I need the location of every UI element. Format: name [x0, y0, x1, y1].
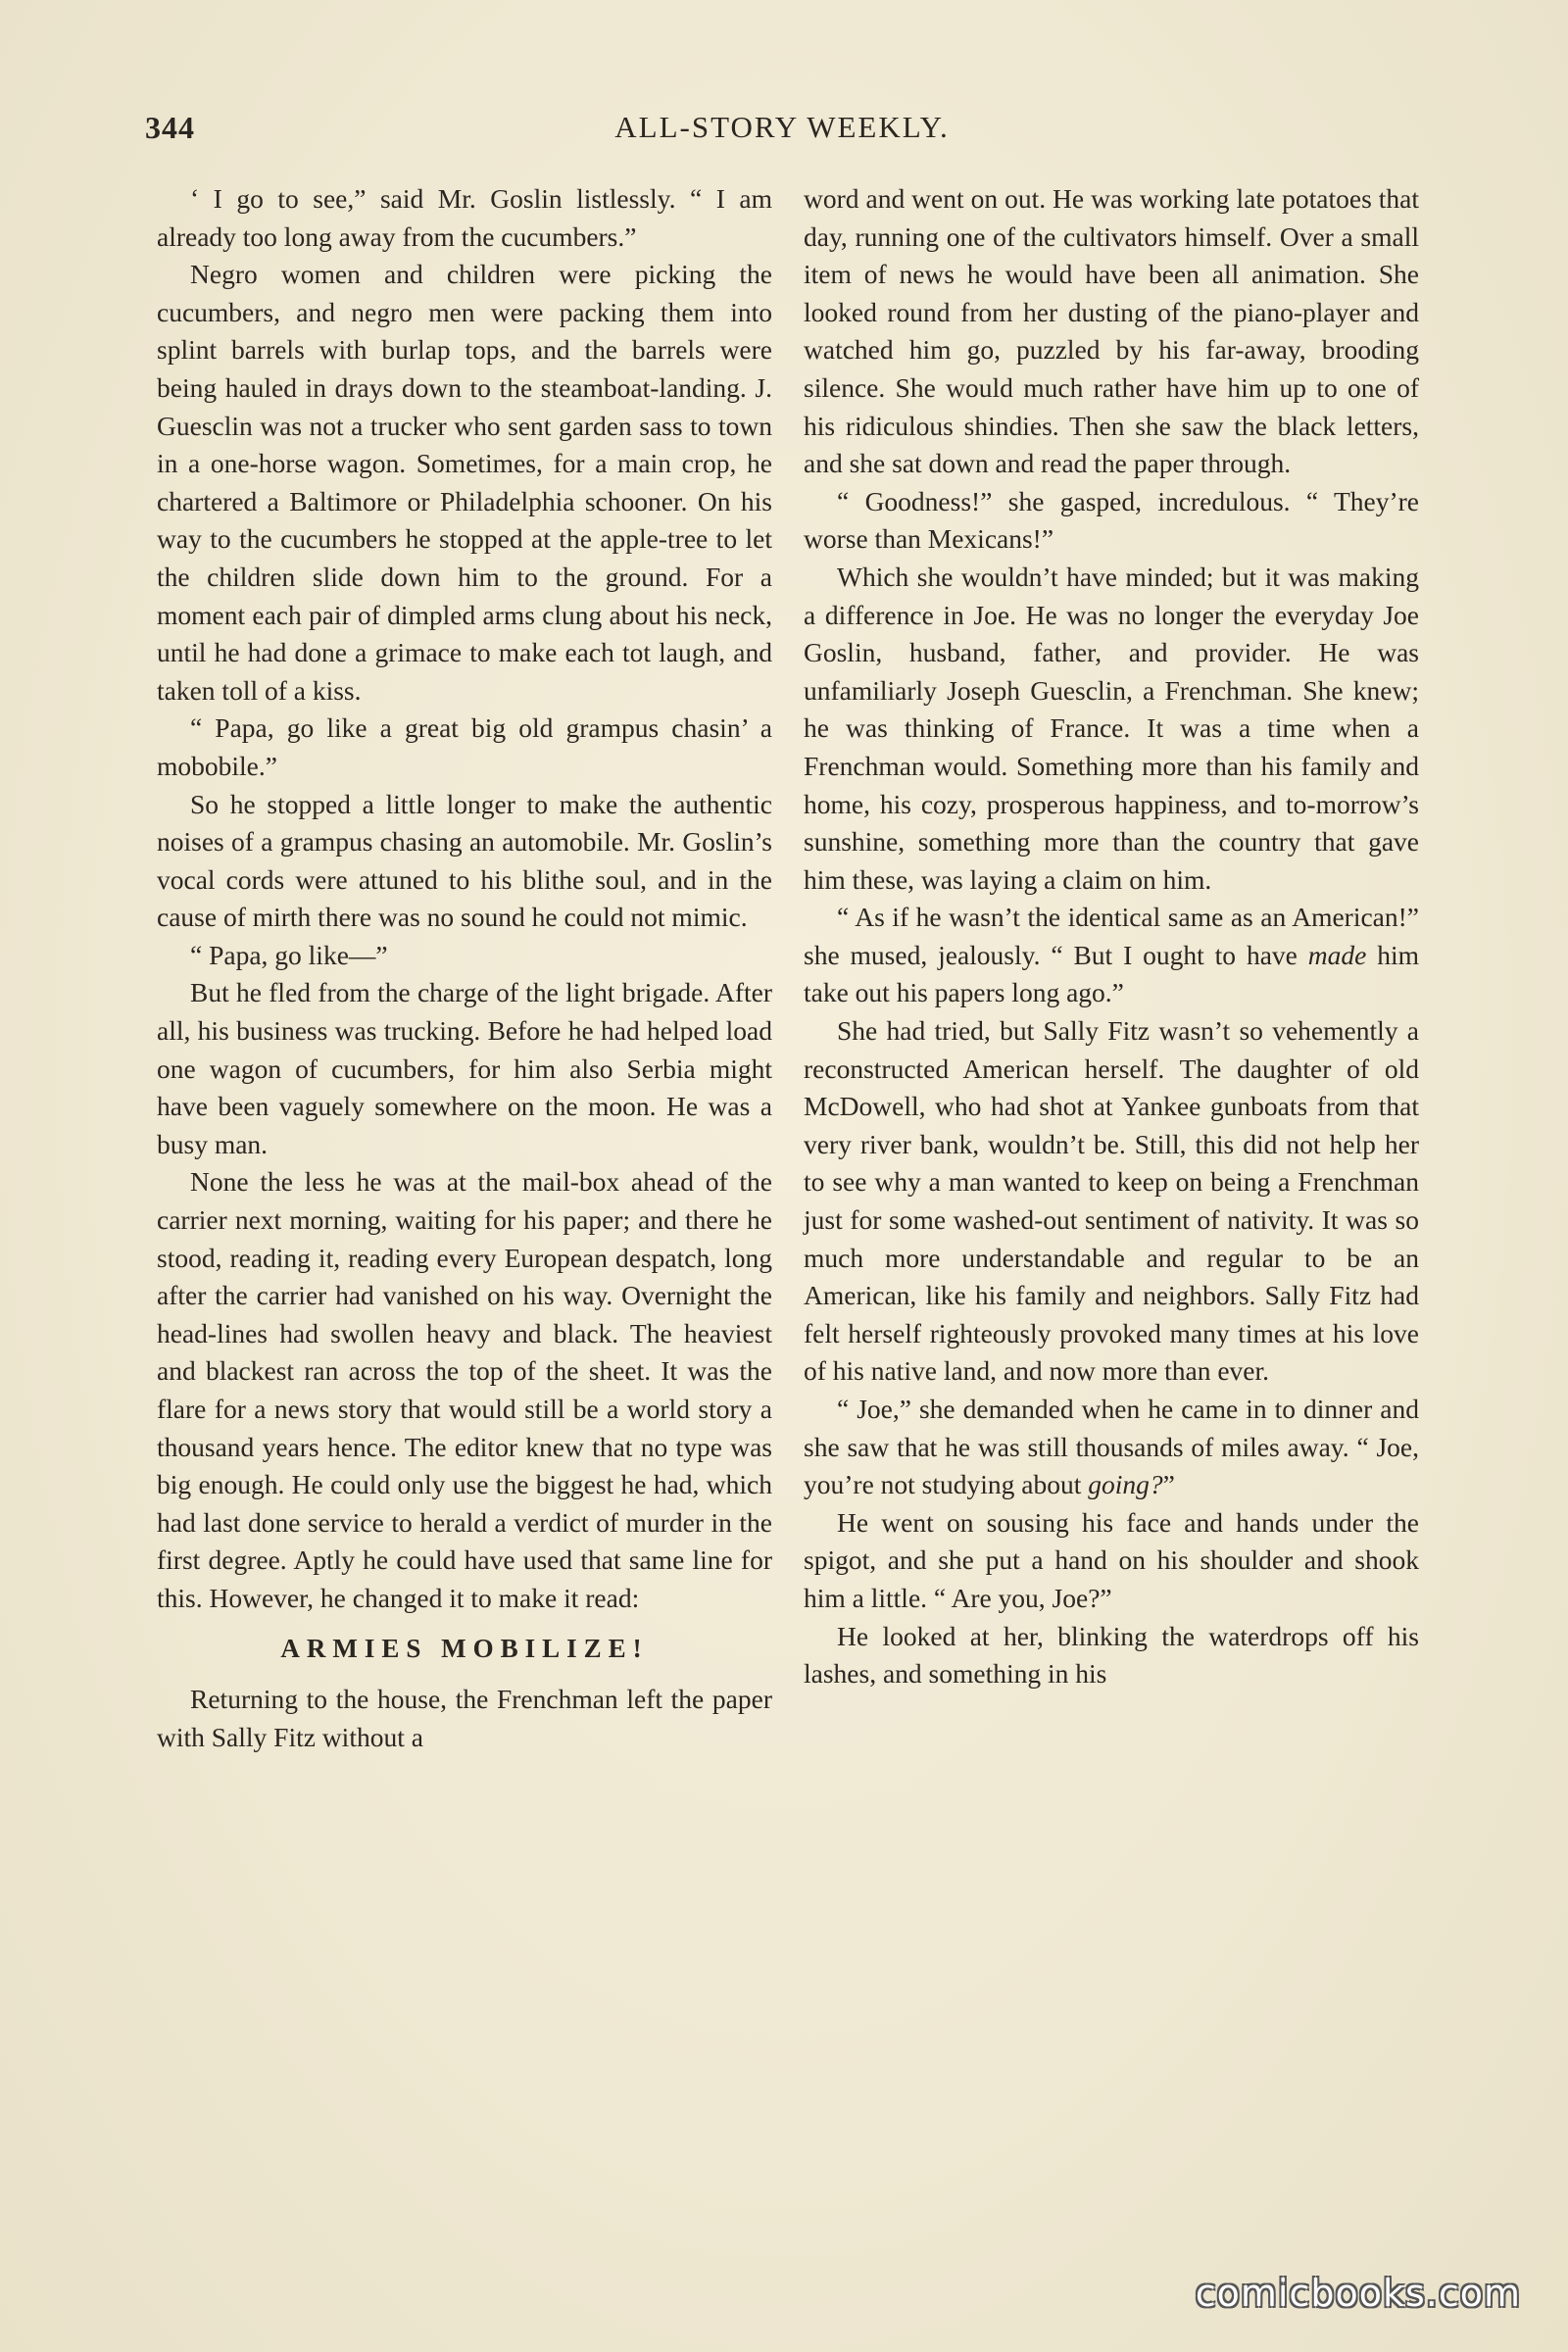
italic-word: made [1307, 939, 1367, 970]
paragraph: He went on sousing his face and hands under the spigot, and she put a hand on his shoulder and shook him a little. “ Are you, Joe?” [804, 1506, 1419, 1613]
running-title: ALL-STORY WEEKLY. [614, 110, 950, 144]
paragraph: ‘ I go to see,” said Mr. Goslin listlessly. “ I am already too long away from the cucumbers.” [157, 183, 772, 252]
italic-word: going? [1088, 1469, 1163, 1500]
text-run: him take out his papers long ago.” [804, 939, 1419, 1008]
left-column [157, 180, 772, 1756]
page-number: 344 [145, 110, 195, 145]
paragraph: He looked at her, blinking the waterdrops off his lashes, and something in his [804, 1620, 1419, 1690]
paragraph: But he fled from the charge of the light brigade. After all, his business was trucking. Before he had helped load one wagon of cucumbers, for him also Serbia might have been vaguely somewhere on the moon. He was a busy man. [157, 977, 772, 1159]
paragraph: Negro women and children were picking the cucumbers, and negro men were packing them into splint barrels with burlap tops, and the barrels were being hauled in drays down to the steamboat-landing. J. Guesclin was not a trucker who sent garden sass to town in a one-horse wagon. Sometimes, for a main crop, he chartered a Baltimore or Philadelphia schooner. On his way to the cucumbers he stopped at the apple-tree to let the children slide down him to the ground. For a moment each pair of dimpled arms clung about his neck, until he had done a grimace to make each tot laugh, and taken toll of a kiss. [157, 259, 772, 706]
watermark: comicbooks.com [1195, 2272, 1521, 2315]
paragraph [804, 899, 1419, 1012]
paragraph: None the less he was at the mail-box ahead of the carrier next morning, waiting for his paper; and there he stood, reading it, reading every European despatch, long after the carrier had vanished on his way. Overnight the head-lines had swollen heavy and black. The heaviest and blackest ran across the top of the sheet. It was the flare for a news story that would still be a world story a thousand years hence. The editor knew that no type was big enough. He could only use the biggest he had, which had last done service to herald a verdict of murder in the first degree. Aptly he could have used that same line for this. However, he changed it to make it read: [157, 1166, 772, 1613]
text-run: ” [1162, 1469, 1175, 1500]
page-header [145, 110, 1419, 159]
paragraph: Which she wouldn’t have minded; but it was making a difference in Joe. He was no longer the everyday Joe Goslin, husband, father, and provider. He was unfamiliarly Joseph Guesclin, a Frenchman. She knew; he was thinking of France. It was a time when a Frenchman would. Something more than his family and home, his cozy, prosperous happiness, and to-morrow’s sunshine, something more than the country that gave him these, was laying a claim on him. [804, 561, 1419, 895]
paragraph: She had tried, but Sally Fitz wasn’t so vehemently a reconstructed American herself. The daughter of old McDowell, who had shot at Yankee gunboats from that very river bank, wouldn’t be. Still, this did not help her to see why a man wanted to keep on being a Frenchman just for some washed-out sentiment of nativity. It was so much more understandable and regular to be an American, like his family and neighbors. Sally Fitz had felt herself righteously provoked many times at his love of his native land, and now more than ever. [804, 1015, 1419, 1387]
text-run: “ As if he wasn’t the identical same as an American!” she mused, jealously. “ But I ought to have [804, 902, 1419, 970]
paragraph-continuation: word and went on out. He was working late potatoes that day, running one of the cultivators himself. Over a small item of news he would have been all animation. She looked round from her dusting of the piano-player and watched him go, puzzled by his far-away, brooding silence. She would much rather have him up to one of his ridiculous shindies. Then she saw the black letters, and she sat down and read the paper through. [804, 183, 1419, 479]
paragraph: So he stopped a little longer to make the authentic noises of a grampus chasing an automobile. Mr. Goslin’s vocal cords were attuned to his blithe soul, and in the cause of mirth there was no sound he could not mimic. [157, 788, 772, 933]
paragraph: “ Papa, go like—” [190, 939, 388, 970]
headline-armies-mobilize: ARMIES MOBILIZE! [280, 1633, 649, 1663]
paragraph [804, 1391, 1419, 1504]
paragraph: Returning to the house, the Frenchman left the paper with Sally Fitz without a [157, 1684, 772, 1752]
right-column [804, 180, 1419, 1693]
text-run: “ Joe,” she demanded when he came in to dinner and she saw that he was still thousands of miles away. “ Joe, you’re not studying about [804, 1394, 1419, 1500]
paragraph: “ Papa, go like a great big old grampus chasin’ a mobobile.” [157, 712, 772, 781]
paragraph: “ Goodness!” she gasped, incredulous. “ They’re worse than Mexicans!” [804, 485, 1419, 555]
